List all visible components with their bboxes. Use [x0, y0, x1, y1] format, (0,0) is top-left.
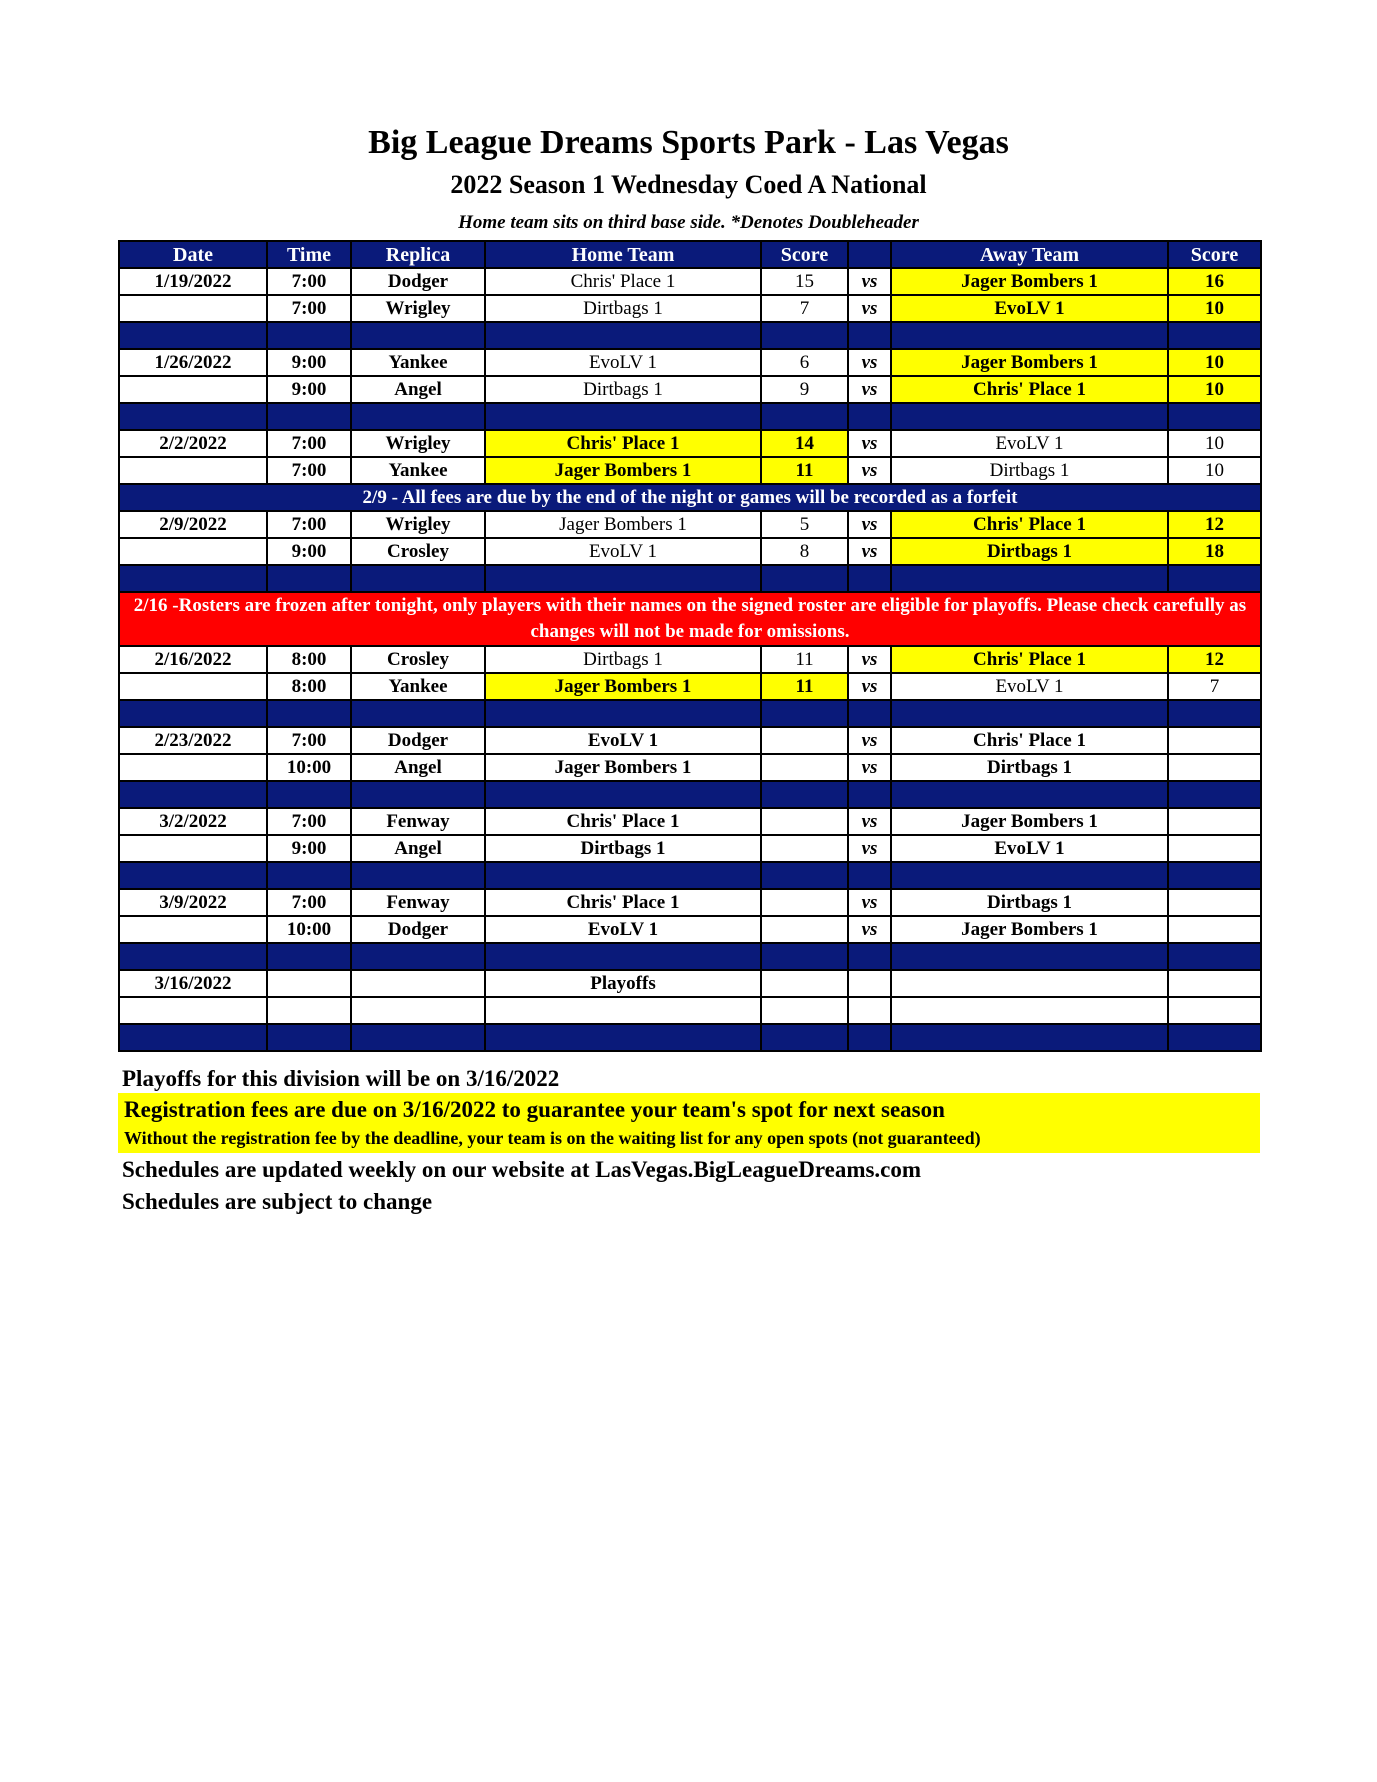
- page-title: Big League Dreams Sports Park - Las Vegas: [368, 124, 1009, 161]
- table-row: [119, 430, 1261, 457]
- playoffs-cell: Playoffs: [485, 970, 761, 997]
- roster-note-row: [119, 592, 1261, 646]
- table-row: [119, 538, 1261, 565]
- table-row: [119, 376, 1261, 403]
- table-row: [119, 835, 1261, 862]
- vs-cell: vs: [848, 808, 891, 835]
- empty-row: [119, 997, 1261, 1024]
- table-row: [119, 673, 1261, 700]
- field-cell: Dodger: [351, 268, 485, 295]
- away-score-cell: [1168, 889, 1261, 916]
- col-time: Time: [267, 241, 351, 268]
- table-row: [119, 457, 1261, 484]
- field-cell: Yankee: [351, 349, 485, 376]
- field-cell: Wrigley: [351, 430, 485, 457]
- home-team-cell: Chris' Place 1: [485, 808, 761, 835]
- home-score-cell: 5: [761, 511, 848, 538]
- home-score-cell: [761, 727, 848, 754]
- away-score-cell: [1168, 835, 1261, 862]
- home-team-cell: Jager Bombers 1: [485, 673, 761, 700]
- away-score-cell: [1168, 754, 1261, 781]
- away-score-cell: [1168, 808, 1261, 835]
- home-team-cell: Jager Bombers 1: [485, 511, 761, 538]
- home-score-cell: 9: [761, 376, 848, 403]
- date-cell: [119, 295, 267, 322]
- separator-row: [119, 1024, 1261, 1051]
- away-team-cell: Jager Bombers 1: [891, 916, 1168, 943]
- home-score-cell: 8: [761, 538, 848, 565]
- table-row: [119, 916, 1261, 943]
- away-team-cell: Chris' Place 1: [891, 646, 1168, 673]
- change-notice: Schedules are subject to change: [122, 1189, 433, 1214]
- date-cell: [119, 835, 267, 862]
- header-row: [119, 241, 1261, 268]
- home-team-cell: EvoLV 1: [485, 538, 761, 565]
- vs-cell: vs: [848, 538, 891, 565]
- home-score-cell: 15: [761, 268, 848, 295]
- date-cell: 1/19/2022: [119, 268, 267, 295]
- separator-row: [119, 943, 1261, 970]
- date-cell: 2/9/2022: [119, 511, 267, 538]
- away-team-cell: EvoLV 1: [891, 295, 1168, 322]
- col-vs: [848, 241, 891, 268]
- table-row: [119, 808, 1261, 835]
- away-team-cell: EvoLV 1: [891, 835, 1168, 862]
- field-cell: [351, 970, 485, 997]
- away-score-cell: 10: [1168, 295, 1261, 322]
- home-score-cell: 6: [761, 349, 848, 376]
- vs-cell: [848, 970, 891, 997]
- away-team-cell: Chris' Place 1: [891, 376, 1168, 403]
- table-row: [119, 754, 1261, 781]
- away-team-cell: Dirtbags 1: [891, 538, 1168, 565]
- field-cell: Yankee: [351, 673, 485, 700]
- home-team-cell: Jager Bombers 1: [485, 457, 761, 484]
- away-score-cell: 7: [1168, 673, 1261, 700]
- date-cell: 1/26/2022: [119, 349, 267, 376]
- field-cell: Crosley: [351, 646, 485, 673]
- time-cell: 8:00: [267, 673, 351, 700]
- vs-cell: vs: [848, 511, 891, 538]
- away-team-cell: Jager Bombers 1: [891, 808, 1168, 835]
- vs-cell: vs: [848, 835, 891, 862]
- vs-cell: vs: [848, 889, 891, 916]
- home-team-cell: Jager Bombers 1: [485, 754, 761, 781]
- away-team-cell: Chris' Place 1: [891, 727, 1168, 754]
- time-cell: 7:00: [267, 457, 351, 484]
- schedule-table: [118, 240, 1262, 1052]
- away-score-cell: 12: [1168, 511, 1261, 538]
- date-cell: 3/16/2022: [119, 970, 267, 997]
- away-team-cell: Dirtbags 1: [891, 889, 1168, 916]
- time-cell: 7:00: [267, 268, 351, 295]
- time-cell: 7:00: [267, 808, 351, 835]
- home-team-cell: EvoLV 1: [485, 916, 761, 943]
- date-cell: [119, 916, 267, 943]
- field-cell: Wrigley: [351, 511, 485, 538]
- home-team-cell: Dirtbags 1: [485, 376, 761, 403]
- away-team-cell: Chris' Place 1: [891, 511, 1168, 538]
- col-replica: Replica: [351, 241, 485, 268]
- date-cell: 3/9/2022: [119, 889, 267, 916]
- waiting-list-notice: Without the registration fee by the deadline, your team is on the waiting list for any open spots (not guaranteed): [124, 1128, 981, 1148]
- date-cell: [119, 376, 267, 403]
- away-team-cell: [891, 970, 1168, 997]
- registration-notice: Registration fees are due on 3/16/2022 to guarantee your team's spot for next season: [124, 1097, 945, 1122]
- col-date: Date: [119, 241, 267, 268]
- vs-cell: vs: [848, 376, 891, 403]
- time-cell: 8:00: [267, 646, 351, 673]
- time-cell: 7:00: [267, 430, 351, 457]
- home-team-cell: Chris' Place 1: [485, 268, 761, 295]
- fees-note: 2/9 - All fees are due by the end of the night or games will be recorded as a forfeit: [119, 484, 1261, 511]
- home-team-cell: Dirtbags 1: [485, 295, 761, 322]
- vs-cell: vs: [848, 349, 891, 376]
- vs-cell: vs: [848, 727, 891, 754]
- away-team-cell: Dirtbags 1: [891, 457, 1168, 484]
- table-row: [119, 727, 1261, 754]
- website-notice: Schedules are updated weekly on our website at LasVegas.BigLeagueDreams.com: [122, 1157, 922, 1182]
- separator-row: [119, 700, 1261, 727]
- home-score-cell: [761, 970, 848, 997]
- home-score-cell: [761, 916, 848, 943]
- date-cell: 3/2/2022: [119, 808, 267, 835]
- away-score-cell: [1168, 916, 1261, 943]
- roster-note: 2/16 -Rosters are frozen after tonight, only players with their names on the signed roster are eligible for playoffs. Please check carefully as changes will not be made for omissions.: [119, 592, 1261, 646]
- field-cell: Fenway: [351, 889, 485, 916]
- date-cell: [119, 673, 267, 700]
- separator-row: [119, 322, 1261, 349]
- away-score-cell: [1168, 727, 1261, 754]
- home-team-note: Home team sits on third base side. *Denotes Doubleheader: [458, 212, 919, 233]
- separator-row: [119, 565, 1261, 592]
- away-team-cell: EvoLV 1: [891, 430, 1168, 457]
- field-cell: Angel: [351, 835, 485, 862]
- time-cell: 7:00: [267, 511, 351, 538]
- playoffs-notice: Playoffs for this division will be on 3/16/2022: [122, 1066, 560, 1091]
- table-row: [119, 349, 1261, 376]
- time-cell: 10:00: [267, 754, 351, 781]
- table-row: [119, 646, 1261, 673]
- vs-cell: vs: [848, 430, 891, 457]
- away-score-cell: 10: [1168, 349, 1261, 376]
- time-cell: 9:00: [267, 349, 351, 376]
- vs-cell: vs: [848, 295, 891, 322]
- time-cell: 9:00: [267, 835, 351, 862]
- home-team-cell: EvoLV 1: [485, 727, 761, 754]
- separator-row: [119, 403, 1261, 430]
- time-cell: 9:00: [267, 376, 351, 403]
- table-row: [119, 511, 1261, 538]
- field-cell: Dodger: [351, 727, 485, 754]
- field-cell: Wrigley: [351, 295, 485, 322]
- field-cell: Angel: [351, 754, 485, 781]
- col-away-score: Score: [1168, 241, 1261, 268]
- home-score-cell: [761, 754, 848, 781]
- separator-row: [119, 862, 1261, 889]
- field-cell: Crosley: [351, 538, 485, 565]
- date-cell: 2/23/2022: [119, 727, 267, 754]
- col-home-team: Home Team: [485, 241, 761, 268]
- field-cell: Yankee: [351, 457, 485, 484]
- home-score-cell: 11: [761, 646, 848, 673]
- home-team-cell: Chris' Place 1: [485, 430, 761, 457]
- away-team-cell: Jager Bombers 1: [891, 349, 1168, 376]
- date-cell: 2/16/2022: [119, 646, 267, 673]
- away-score-cell: 10: [1168, 376, 1261, 403]
- time-cell: 7:00: [267, 727, 351, 754]
- col-away-team: Away Team: [891, 241, 1168, 268]
- vs-cell: vs: [848, 646, 891, 673]
- away-score-cell: 16: [1168, 268, 1261, 295]
- col-home-score: Score: [761, 241, 848, 268]
- table-row: [119, 889, 1261, 916]
- separator-row: [119, 781, 1261, 808]
- home-team-cell: Dirtbags 1: [485, 835, 761, 862]
- vs-cell: vs: [848, 673, 891, 700]
- home-score-cell: 11: [761, 673, 848, 700]
- away-score-cell: 18: [1168, 538, 1261, 565]
- vs-cell: vs: [848, 916, 891, 943]
- field-cell: Dodger: [351, 916, 485, 943]
- home-score-cell: [761, 889, 848, 916]
- vs-cell: vs: [848, 457, 891, 484]
- date-cell: [119, 538, 267, 565]
- table-row: [119, 295, 1261, 322]
- registration-banner: [118, 1093, 1260, 1153]
- home-score-cell: [761, 808, 848, 835]
- time-cell: 7:00: [267, 295, 351, 322]
- away-score-cell: [1168, 970, 1261, 997]
- table-row: [119, 970, 1261, 997]
- home-team-cell: EvoLV 1: [485, 349, 761, 376]
- home-score-cell: 7: [761, 295, 848, 322]
- home-score-cell: [761, 835, 848, 862]
- date-cell: 2/2/2022: [119, 430, 267, 457]
- away-team-cell: Jager Bombers 1: [891, 268, 1168, 295]
- field-cell: Angel: [351, 376, 485, 403]
- vs-cell: vs: [848, 754, 891, 781]
- date-cell: [119, 754, 267, 781]
- page-subtitle: 2022 Season 1 Wednesday Coed A National: [450, 170, 927, 199]
- time-cell: [267, 970, 351, 997]
- home-score-cell: 11: [761, 457, 848, 484]
- vs-cell: vs: [848, 268, 891, 295]
- away-score-cell: 12: [1168, 646, 1261, 673]
- home-team-cell: Dirtbags 1: [485, 646, 761, 673]
- table-row: [119, 268, 1261, 295]
- away-score-cell: 10: [1168, 457, 1261, 484]
- fees-note-row: [119, 484, 1261, 511]
- date-cell: [119, 457, 267, 484]
- time-cell: 7:00: [267, 889, 351, 916]
- home-score-cell: 14: [761, 430, 848, 457]
- time-cell: 10:00: [267, 916, 351, 943]
- away-team-cell: EvoLV 1: [891, 673, 1168, 700]
- away-team-cell: Dirtbags 1: [891, 754, 1168, 781]
- home-team-cell: Chris' Place 1: [485, 889, 761, 916]
- time-cell: 9:00: [267, 538, 351, 565]
- away-score-cell: 10: [1168, 430, 1261, 457]
- field-cell: Fenway: [351, 808, 485, 835]
